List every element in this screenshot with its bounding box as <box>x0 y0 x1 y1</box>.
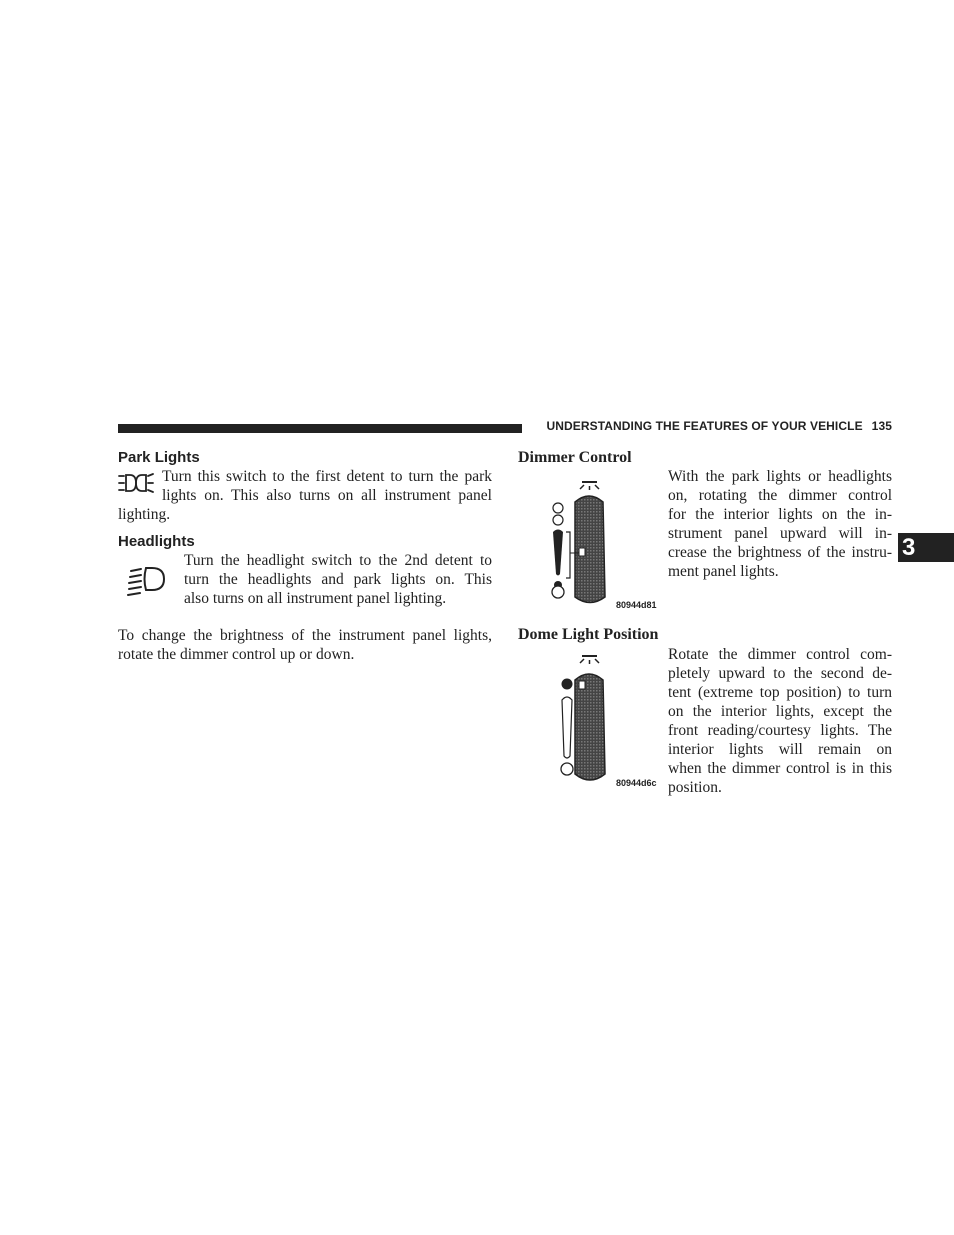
brightness-paragraph: To change the brightness of the instrument panel lights, rotate the dimmer control up or down. <box>118 627 492 663</box>
headlights-text: Turn the headlight switch to the 2nd detent to turn the headlights and park lights on. This also turns on all instrument panel lighting. <box>184 552 492 607</box>
park-lights-icon <box>117 472 155 494</box>
headlight-icon <box>126 565 168 597</box>
chapter-tab: 3 <box>898 533 954 562</box>
dome-figure-code: 80944d6c <box>616 778 657 788</box>
park-lights-heading: Park Lights <box>118 449 200 466</box>
dome-light-figure <box>545 648 615 788</box>
page-number: 135 <box>871 419 892 433</box>
park-lights-text-1: Turn this switch to the first detent to turn the park lights on. This also turns on all instrument panel <box>162 468 492 504</box>
dimmer-control-figure <box>545 472 615 610</box>
dimmer-control-text: With the park lights or headlights on, rotating the dimmer control for the interior lights on the in- strument panel upward will in- crease the brightness of the instru- ment panel lights. <box>668 468 892 580</box>
dome-light-text: Rotate the dimmer control com- pletely upward to the second de- tent (extreme top position) to turn on the interior lights, except the front reading/courtesy lights. The interior lights will remain on when the dimmer control is in this position. <box>668 646 892 796</box>
park-lights-text-2: lighting. <box>118 506 171 523</box>
headlights-heading: Headlights <box>118 533 195 550</box>
dimmer-control-heading: Dimmer Control <box>518 449 632 466</box>
section-title: UNDERSTANDING THE FEATURES OF YOUR VEHICLE <box>546 419 863 433</box>
dimmer-figure-code: 80944d81 <box>616 600 657 610</box>
header-rule <box>118 424 522 433</box>
running-header <box>532 419 892 433</box>
dome-light-heading: Dome Light Position <box>518 626 659 643</box>
